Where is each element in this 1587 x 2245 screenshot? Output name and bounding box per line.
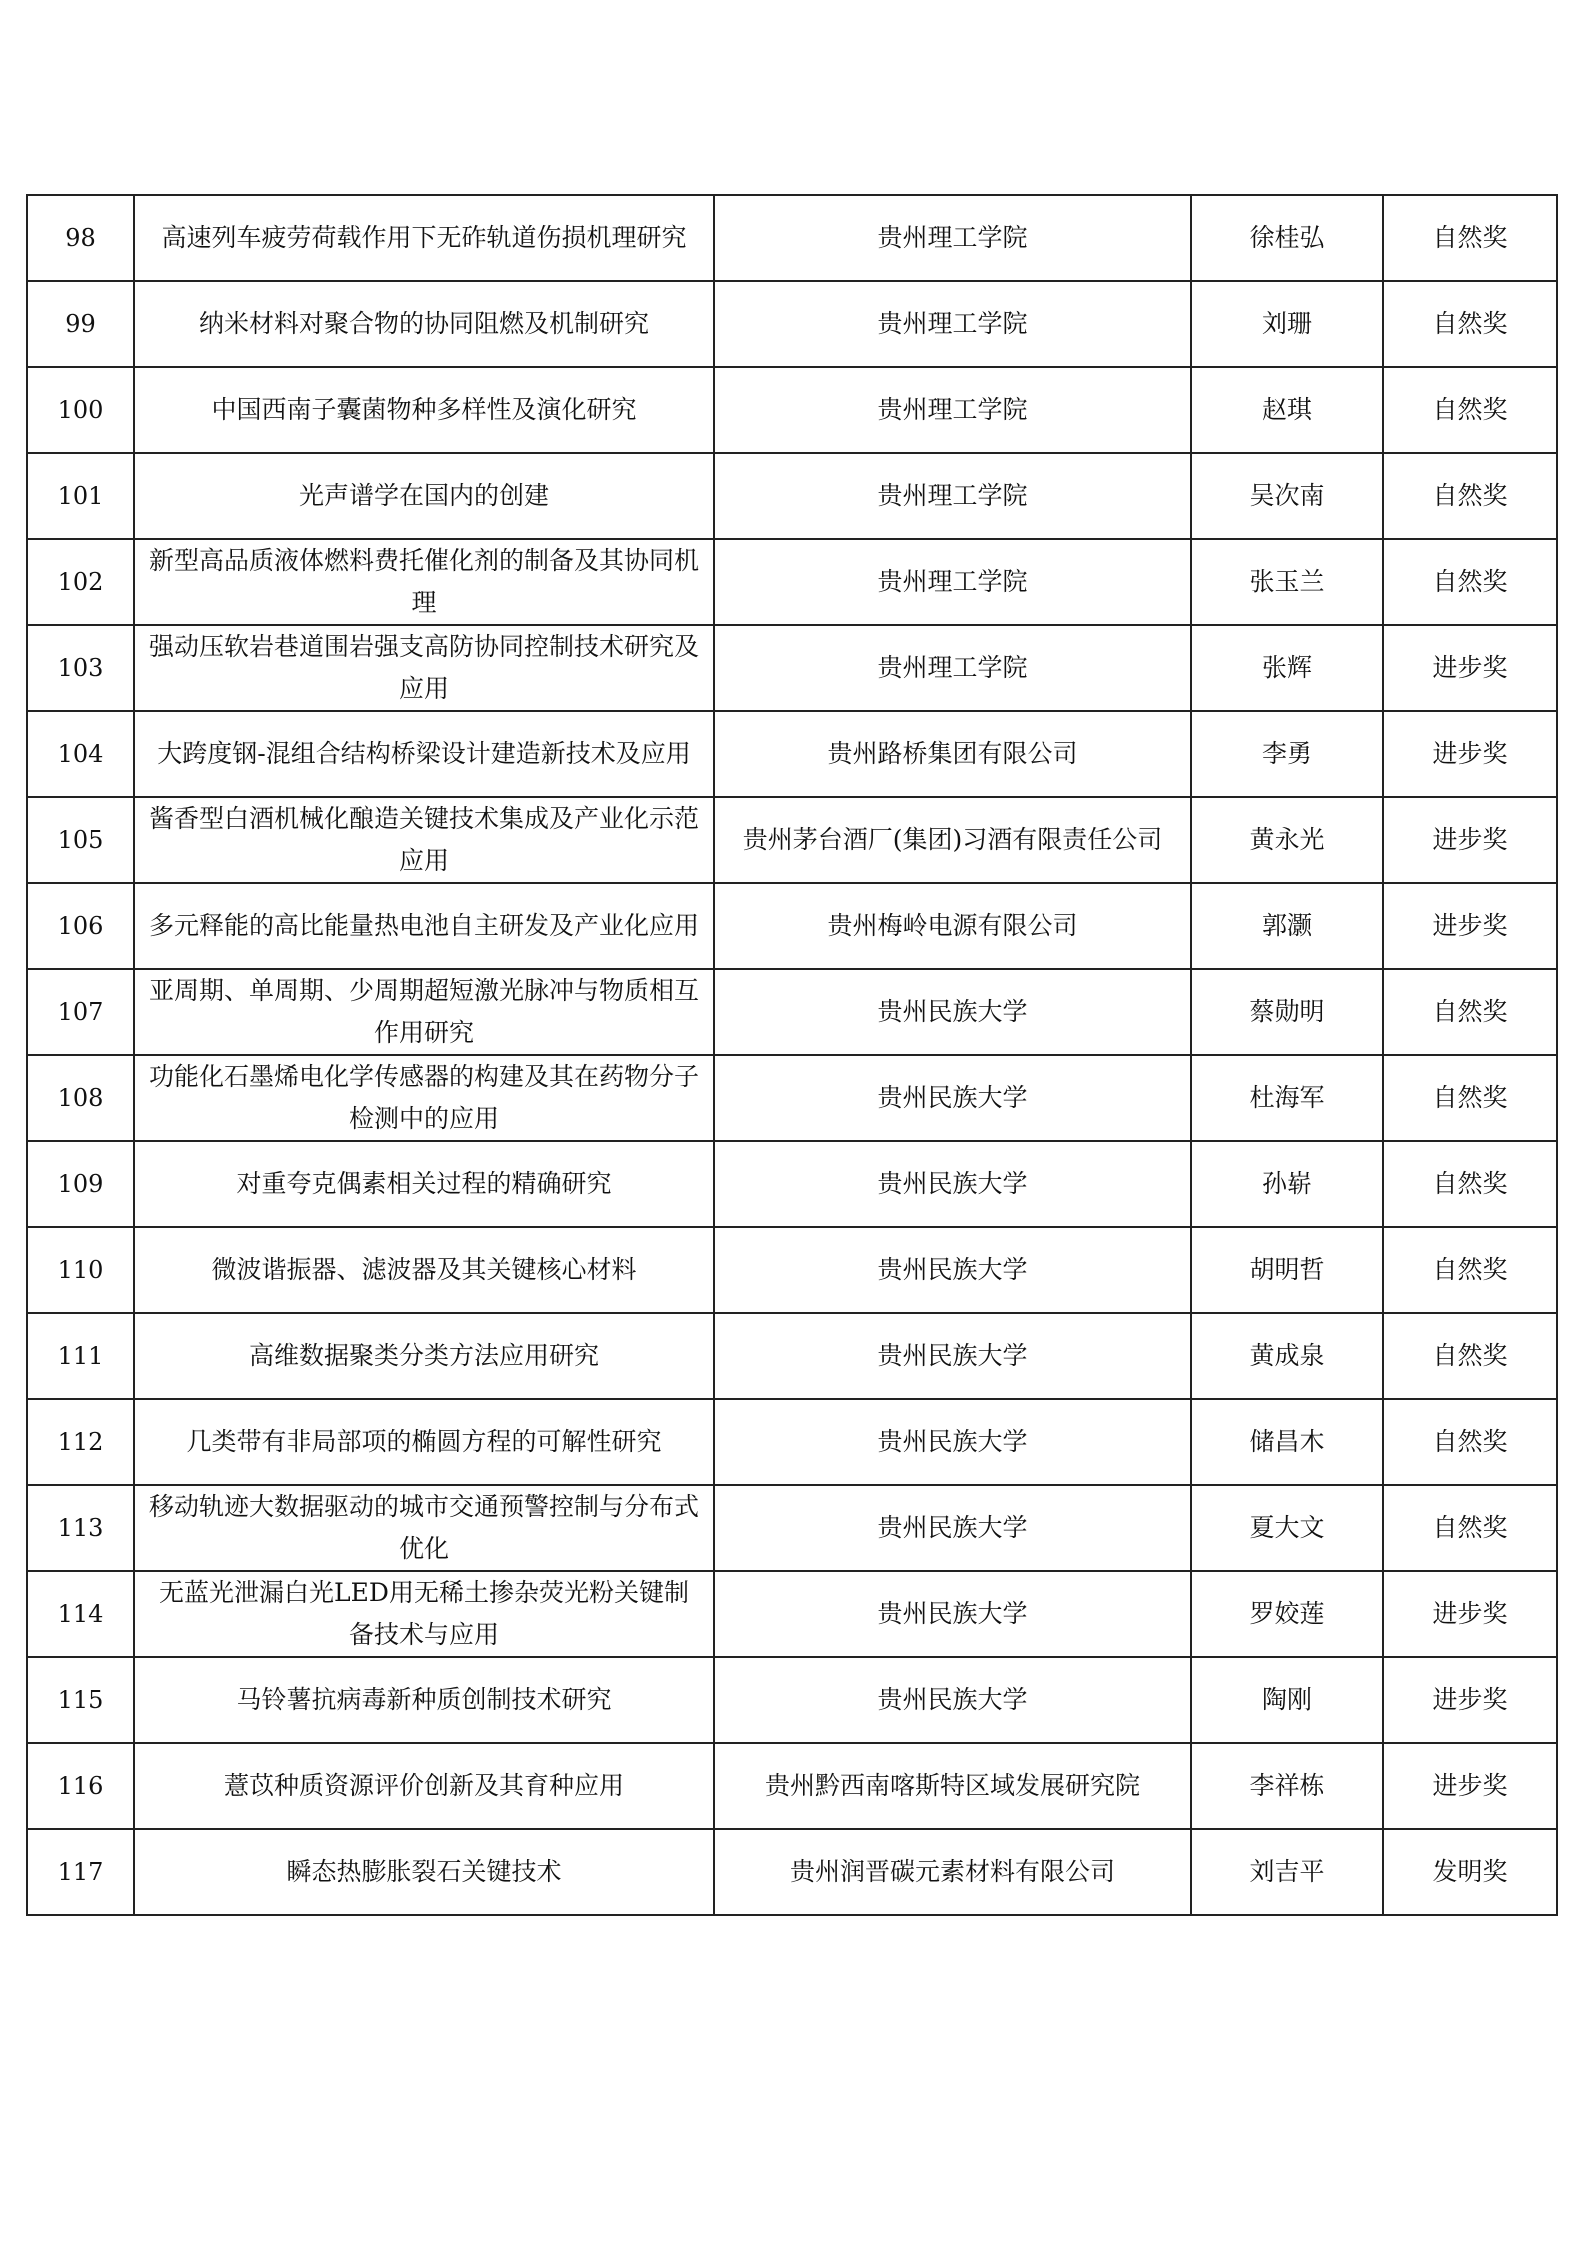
table-row <box>27 625 1557 711</box>
organization-cell: 贵州民族大学 <box>714 969 1191 1055</box>
award-type-cell: 进步奖 <box>1383 1743 1557 1829</box>
organization-cell: 贵州理工学院 <box>714 625 1191 711</box>
organization-cell: 贵州民族大学 <box>714 1399 1191 1485</box>
award-type-cell: 进步奖 <box>1383 1657 1557 1743</box>
awards-table <box>26 194 1558 1916</box>
project-title-cell: 光声谱学在国内的创建 <box>134 453 714 539</box>
person-name-cell: 储昌木 <box>1191 1399 1383 1485</box>
organization-cell: 贵州路桥集团有限公司 <box>714 711 1191 797</box>
row-number-cell: 104 <box>27 711 134 797</box>
awards-table-body <box>27 195 1557 1915</box>
organization-cell: 贵州理工学院 <box>714 367 1191 453</box>
person-name-cell: 赵琪 <box>1191 367 1383 453</box>
row-number-cell: 100 <box>27 367 134 453</box>
person-name-cell: 黄永光 <box>1191 797 1383 883</box>
row-number-cell: 115 <box>27 1657 134 1743</box>
award-type-cell: 进步奖 <box>1383 883 1557 969</box>
award-type-cell: 自然奖 <box>1383 969 1557 1055</box>
person-name-cell: 刘珊 <box>1191 281 1383 367</box>
table-row <box>27 453 1557 539</box>
table-row <box>27 1657 1557 1743</box>
table-row <box>27 1227 1557 1313</box>
table-row <box>27 1141 1557 1227</box>
table-row <box>27 367 1557 453</box>
organization-cell: 贵州理工学院 <box>714 195 1191 281</box>
person-name-cell: 徐桂弘 <box>1191 195 1383 281</box>
award-type-cell: 自然奖 <box>1383 539 1557 625</box>
row-number-cell: 109 <box>27 1141 134 1227</box>
award-type-cell: 进步奖 <box>1383 1571 1557 1657</box>
project-title-cell: 强动压软岩巷道围岩强支高防协同控制技术研究及应用 <box>134 625 714 711</box>
row-number-cell: 114 <box>27 1571 134 1657</box>
person-name-cell: 李祥栋 <box>1191 1743 1383 1829</box>
project-title-cell: 中国西南子囊菌物种多样性及演化研究 <box>134 367 714 453</box>
row-number-cell: 102 <box>27 539 134 625</box>
person-name-cell: 罗姣莲 <box>1191 1571 1383 1657</box>
organization-cell: 贵州民族大学 <box>714 1571 1191 1657</box>
row-number-cell: 99 <box>27 281 134 367</box>
project-title-cell: 功能化石墨烯电化学传感器的构建及其在药物分子检测中的应用 <box>134 1055 714 1141</box>
person-name-cell: 杜海军 <box>1191 1055 1383 1141</box>
project-title-cell: 对重夸克偶素相关过程的精确研究 <box>134 1141 714 1227</box>
row-number-cell: 98 <box>27 195 134 281</box>
table-row <box>27 711 1557 797</box>
table-row <box>27 195 1557 281</box>
row-number-cell: 113 <box>27 1485 134 1571</box>
award-type-cell: 自然奖 <box>1383 1485 1557 1571</box>
table-row <box>27 1829 1557 1915</box>
project-title-cell: 亚周期、单周期、少周期超短激光脉冲与物质相互作用研究 <box>134 969 714 1055</box>
row-number-cell: 107 <box>27 969 134 1055</box>
project-title-cell: 马铃薯抗病毒新种质创制技术研究 <box>134 1657 714 1743</box>
table-row <box>27 281 1557 367</box>
project-title-cell: 多元释能的高比能量热电池自主研发及产业化应用 <box>134 883 714 969</box>
row-number-cell: 116 <box>27 1743 134 1829</box>
organization-cell: 贵州理工学院 <box>714 453 1191 539</box>
row-number-cell: 105 <box>27 797 134 883</box>
organization-cell: 贵州茅台酒厂(集团)习酒有限责任公司 <box>714 797 1191 883</box>
table-row <box>27 1399 1557 1485</box>
person-name-cell: 李勇 <box>1191 711 1383 797</box>
project-title-cell: 高速列车疲劳荷载作用下无砟轨道伤损机理研究 <box>134 195 714 281</box>
organization-cell: 贵州民族大学 <box>714 1055 1191 1141</box>
project-title-cell: 新型高品质液体燃料费托催化剂的制备及其协同机理 <box>134 539 714 625</box>
organization-cell: 贵州民族大学 <box>714 1141 1191 1227</box>
row-number-cell: 101 <box>27 453 134 539</box>
table-row <box>27 969 1557 1055</box>
award-type-cell: 自然奖 <box>1383 195 1557 281</box>
project-title-cell: 移动轨迹大数据驱动的城市交通预警控制与分布式优化 <box>134 1485 714 1571</box>
table-row <box>27 1055 1557 1141</box>
row-number-cell: 111 <box>27 1313 134 1399</box>
person-name-cell: 吴次南 <box>1191 453 1383 539</box>
project-title-cell: 微波谐振器、滤波器及其关键核心材料 <box>134 1227 714 1313</box>
organization-cell: 贵州民族大学 <box>714 1485 1191 1571</box>
table-row <box>27 1485 1557 1571</box>
row-number-cell: 103 <box>27 625 134 711</box>
row-number-cell: 108 <box>27 1055 134 1141</box>
award-type-cell: 自然奖 <box>1383 1141 1557 1227</box>
table-row <box>27 883 1557 969</box>
person-name-cell: 胡明哲 <box>1191 1227 1383 1313</box>
award-type-cell: 进步奖 <box>1383 797 1557 883</box>
organization-cell: 贵州民族大学 <box>714 1657 1191 1743</box>
person-name-cell: 郭灏 <box>1191 883 1383 969</box>
row-number-cell: 110 <box>27 1227 134 1313</box>
project-title-cell: 无蓝光泄漏白光LED用无稀土掺杂荧光粉关键制备技术与应用 <box>134 1571 714 1657</box>
person-name-cell: 夏大文 <box>1191 1485 1383 1571</box>
project-title-cell: 酱香型白酒机械化酿造关键技术集成及产业化示范应用 <box>134 797 714 883</box>
organization-cell: 贵州润晋碳元素材料有限公司 <box>714 1829 1191 1915</box>
table-row <box>27 539 1557 625</box>
organization-cell: 贵州黔西南喀斯特区域发展研究院 <box>714 1743 1191 1829</box>
project-title-cell: 薏苡种质资源评价创新及其育种应用 <box>134 1743 714 1829</box>
table-row <box>27 797 1557 883</box>
organization-cell: 贵州理工学院 <box>714 281 1191 367</box>
person-name-cell: 张玉兰 <box>1191 539 1383 625</box>
organization-cell: 贵州民族大学 <box>714 1227 1191 1313</box>
award-type-cell: 自然奖 <box>1383 1399 1557 1485</box>
project-title-cell: 高维数据聚类分类方法应用研究 <box>134 1313 714 1399</box>
person-name-cell: 蔡勋明 <box>1191 969 1383 1055</box>
project-title-cell: 几类带有非局部项的椭圆方程的可解性研究 <box>134 1399 714 1485</box>
project-title-cell: 大跨度钢-混组合结构桥梁设计建造新技术及应用 <box>134 711 714 797</box>
project-title-cell: 纳米材料对聚合物的协同阻燃及机制研究 <box>134 281 714 367</box>
row-number-cell: 106 <box>27 883 134 969</box>
award-type-cell: 发明奖 <box>1383 1829 1557 1915</box>
award-type-cell: 进步奖 <box>1383 711 1557 797</box>
award-type-cell: 进步奖 <box>1383 625 1557 711</box>
table-row <box>27 1571 1557 1657</box>
row-number-cell: 117 <box>27 1829 134 1915</box>
organization-cell: 贵州梅岭电源有限公司 <box>714 883 1191 969</box>
project-title-cell: 瞬态热膨胀裂石关键技术 <box>134 1829 714 1915</box>
award-type-cell: 自然奖 <box>1383 367 1557 453</box>
person-name-cell: 张辉 <box>1191 625 1383 711</box>
person-name-cell: 刘吉平 <box>1191 1829 1383 1915</box>
organization-cell: 贵州民族大学 <box>714 1313 1191 1399</box>
table-row <box>27 1743 1557 1829</box>
award-type-cell: 自然奖 <box>1383 453 1557 539</box>
award-type-cell: 自然奖 <box>1383 281 1557 367</box>
row-number-cell: 112 <box>27 1399 134 1485</box>
organization-cell: 贵州理工学院 <box>714 539 1191 625</box>
award-type-cell: 自然奖 <box>1383 1313 1557 1399</box>
table-row <box>27 1313 1557 1399</box>
person-name-cell: 孙崭 <box>1191 1141 1383 1227</box>
person-name-cell: 陶刚 <box>1191 1657 1383 1743</box>
award-type-cell: 自然奖 <box>1383 1055 1557 1141</box>
award-type-cell: 自然奖 <box>1383 1227 1557 1313</box>
person-name-cell: 黄成泉 <box>1191 1313 1383 1399</box>
